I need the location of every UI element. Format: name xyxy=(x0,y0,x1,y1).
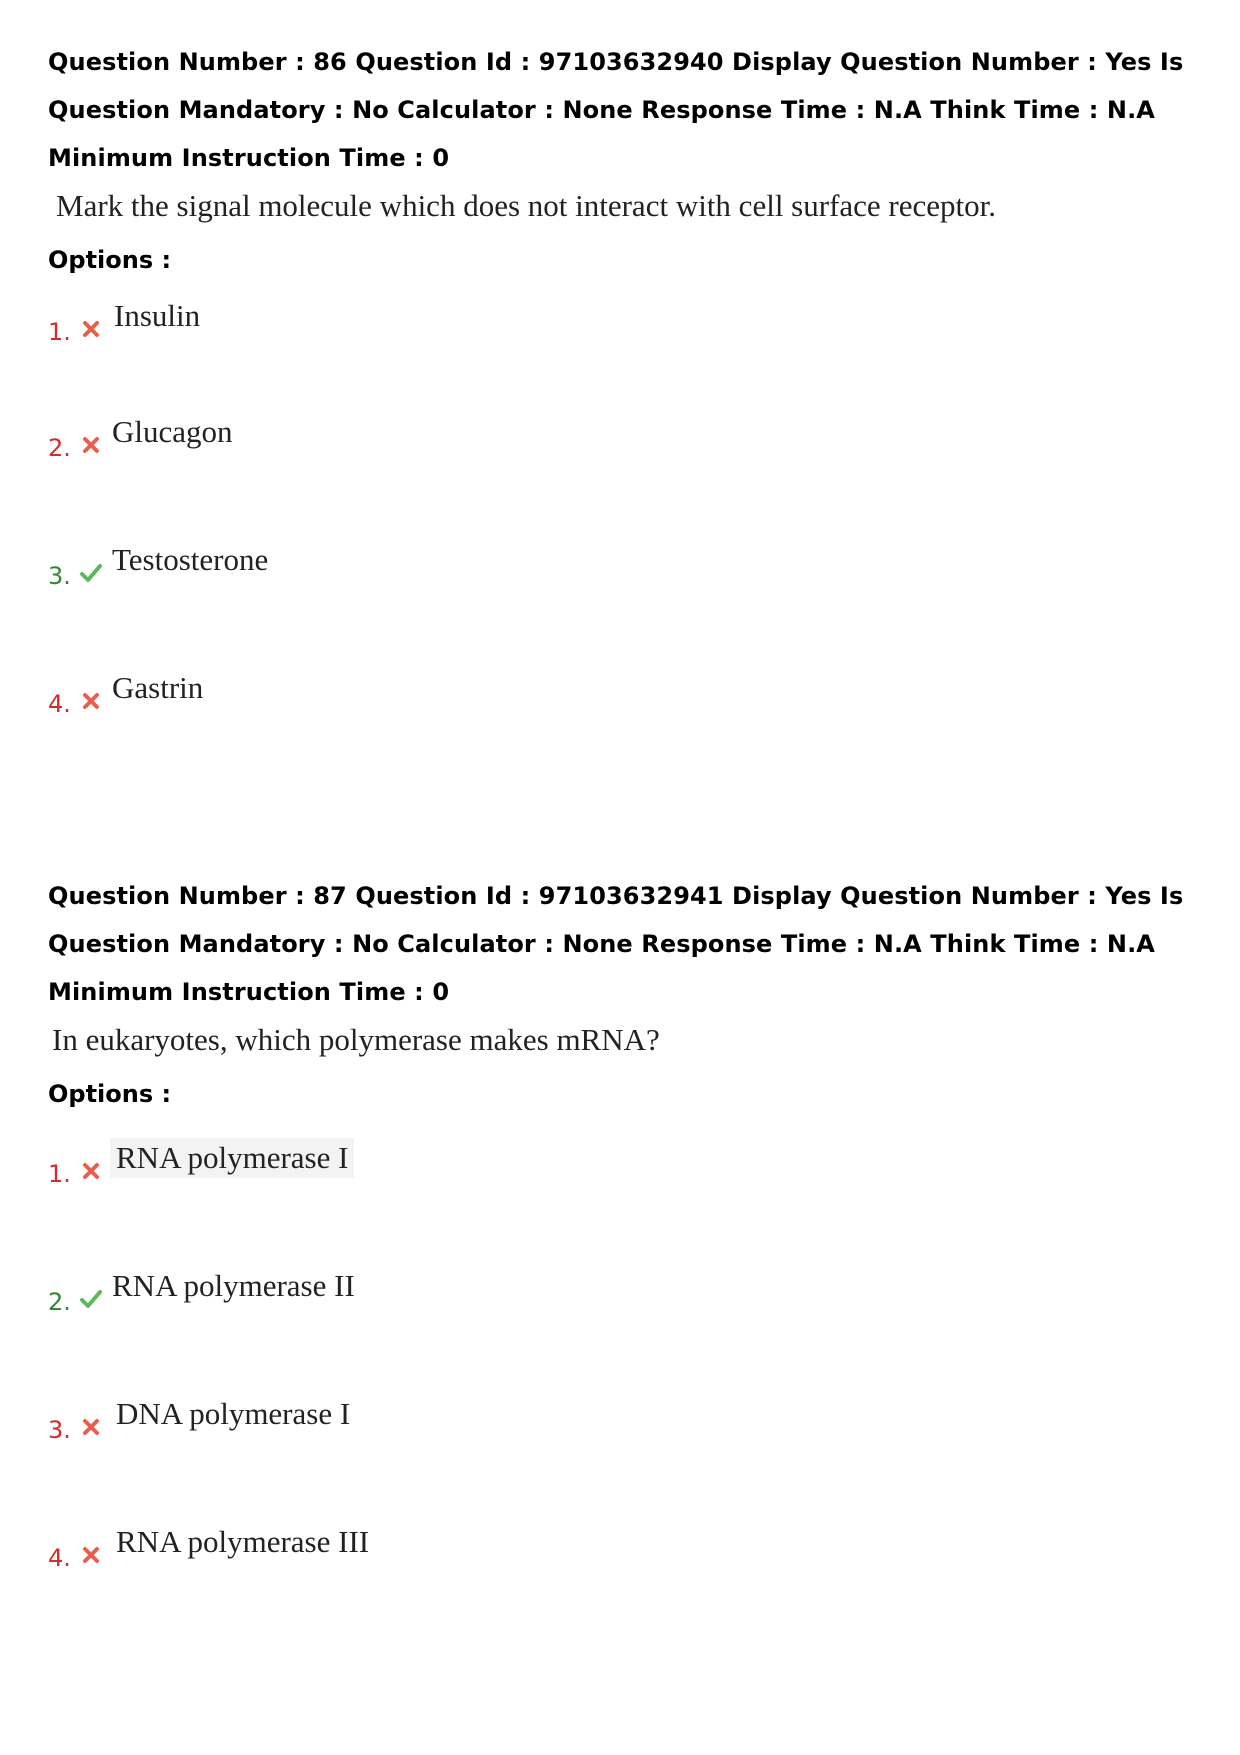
cross-icon xyxy=(78,432,104,458)
option-text: Gastrin xyxy=(112,670,204,705)
cross-icon xyxy=(78,1414,104,1440)
option-item xyxy=(48,296,1208,424)
option-text: Testosterone xyxy=(112,542,269,577)
option-item xyxy=(48,668,1208,796)
option-number: 2. xyxy=(48,1288,71,1316)
option-text: Insulin xyxy=(114,298,201,333)
option-item xyxy=(48,412,1208,540)
options-label: Options : xyxy=(48,246,172,274)
option-number: 3. xyxy=(48,1416,71,1444)
cross-icon xyxy=(78,688,104,714)
cross-icon xyxy=(78,1158,104,1184)
option-number: 2. xyxy=(48,434,71,462)
question-text: Mark the signal molecule which does not interact with cell surface receptor. xyxy=(56,188,996,223)
option-number: 1. xyxy=(48,318,71,346)
question-meta-header: Question Number : 86 Question Id : 97103632940 Display Question Number : Yes Is Question Mandatory : No Calculator : None Response Time : N.A Think Time : N.A Minimum Instruction Time : 0 xyxy=(48,48,1184,172)
option-number: 3. xyxy=(48,562,71,590)
option-text: RNA polymerase I xyxy=(110,1138,354,1178)
option-item xyxy=(48,540,1208,668)
option-item xyxy=(48,1522,1208,1650)
option-text: Glucagon xyxy=(112,414,233,449)
option-number: 4. xyxy=(48,690,71,718)
option-number: 4. xyxy=(48,1544,71,1572)
option-text: RNA polymerase II xyxy=(112,1268,355,1303)
question-block xyxy=(48,38,1208,796)
option-text: DNA polymerase I xyxy=(116,1396,351,1431)
check-icon xyxy=(78,1286,104,1312)
options-label: Options : xyxy=(48,1080,172,1108)
option-number: 1. xyxy=(48,1160,71,1188)
check-icon xyxy=(78,560,104,586)
cross-icon xyxy=(78,1542,104,1568)
option-item xyxy=(48,1138,1208,1266)
question-meta-header: Question Number : 87 Question Id : 97103632941 Display Question Number : Yes Is Question Mandatory : No Calculator : None Response Time : N.A Think Time : N.A Minimum Instruction Time : 0 xyxy=(48,882,1184,1006)
option-item xyxy=(48,1266,1208,1394)
question-text: In eukaryotes, which polymerase makes mRNA? xyxy=(52,1022,660,1057)
cross-icon xyxy=(78,316,104,342)
option-text: RNA polymerase III xyxy=(116,1524,370,1559)
option-item xyxy=(48,1394,1208,1522)
question-block xyxy=(48,872,1208,1650)
